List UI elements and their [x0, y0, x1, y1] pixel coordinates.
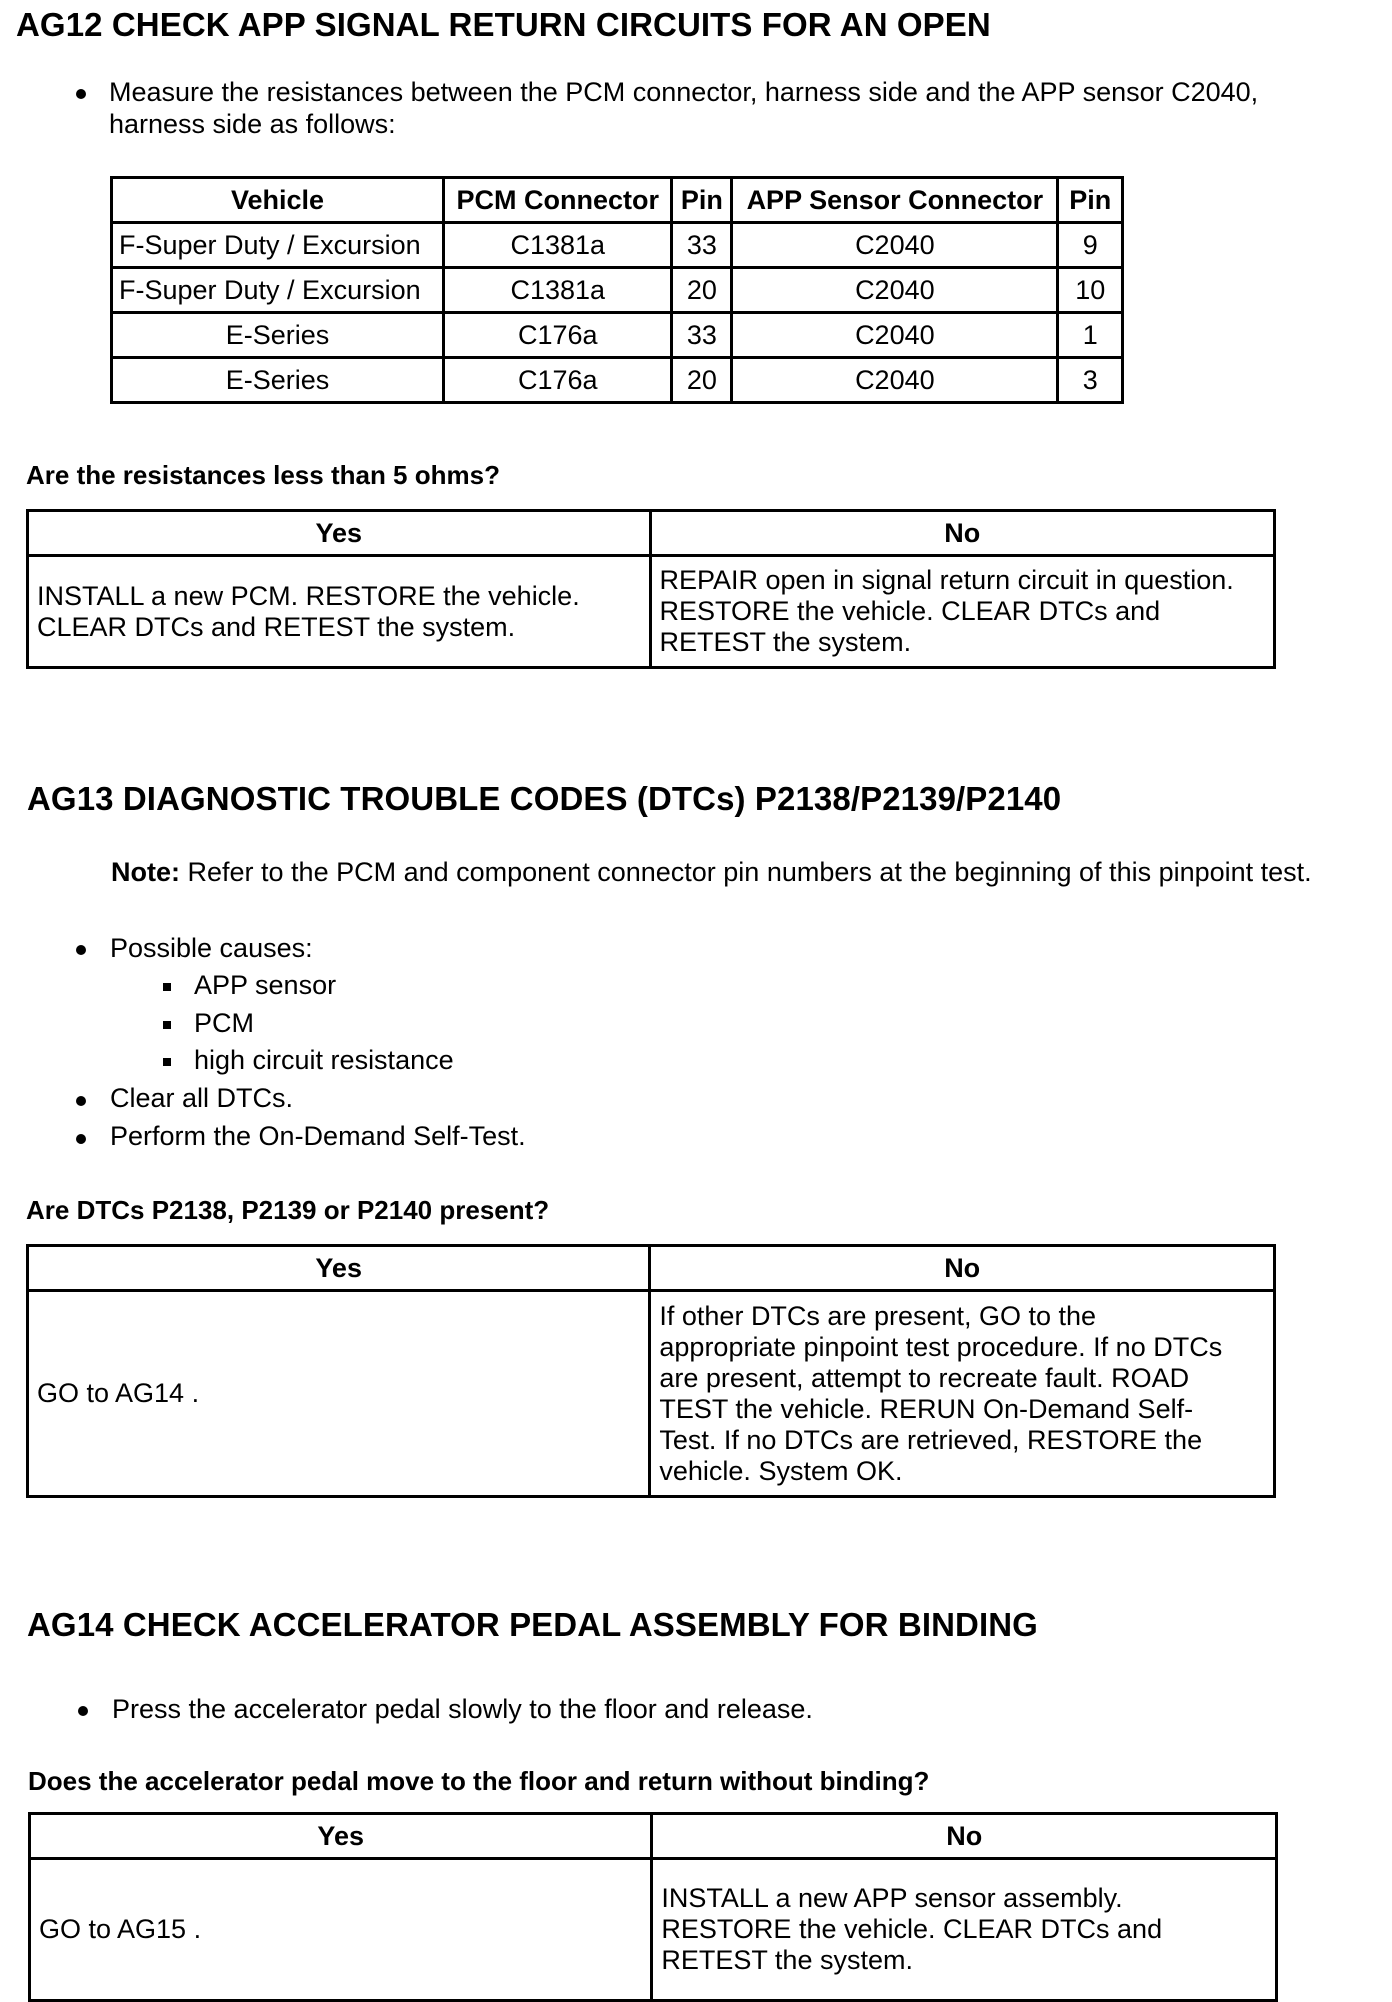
ag12-heading: AG12 CHECK APP SIGNAL RETURN CIRCUITS FOR AN OPEN	[16, 6, 991, 43]
table-cell: 33	[672, 223, 732, 268]
no-action-line: RESTORE the vehicle. CLEAR DTCs and	[659, 596, 1161, 626]
bullet-icon	[76, 1096, 86, 1106]
no-action-line: appropriate pinpoint test procedure. If no DTCs	[659, 1331, 1223, 1362]
cause-item: high circuit resistance	[194, 1045, 454, 1075]
table-cell: C2040	[732, 313, 1058, 358]
column-header: APP Sensor Connector	[732, 178, 1058, 223]
yes-action	[28, 556, 651, 668]
ag14-question: Does the accelerator pedal move to the floor and return without binding?	[28, 1766, 930, 1796]
square-bullet-icon	[163, 1021, 171, 1029]
yes-action: GO to AG15 .	[30, 1859, 652, 2001]
bullet-icon	[76, 945, 86, 955]
table-cell: E-Series	[112, 358, 444, 403]
ag12-yes-no-table	[26, 509, 1276, 669]
no-action	[652, 1859, 1277, 2001]
table-cell: F-Super Duty / Excursion	[112, 268, 444, 313]
no-header: No	[650, 511, 1275, 556]
table-cell: 20	[672, 358, 732, 403]
table-row	[112, 268, 1123, 313]
table-header-row	[112, 178, 1123, 223]
bullet-icon	[76, 1134, 86, 1144]
step-clear-dtcs: Clear all DTCs.	[110, 1083, 294, 1113]
table-cell: F-Super Duty / Excursion	[112, 223, 444, 268]
no-action-line: are present, attempt to recreate fault. ROAD	[659, 1362, 1190, 1393]
note-label: Note:	[111, 857, 180, 887]
ag12-instruction-line1: Measure the resistances between the PCM connector, harness side and the APP sensor C2040,	[109, 77, 1259, 107]
table-cell: C176a	[444, 313, 672, 358]
ag13-question: Are DTCs P2138, P2139 or P2140 present?	[26, 1195, 550, 1225]
table-cell: C1381a	[444, 223, 672, 268]
table-row	[112, 313, 1123, 358]
no-action-line: Test. If no DTCs are retrieved, RESTORE the	[659, 1424, 1203, 1455]
column-header: Vehicle	[112, 178, 444, 223]
note-text: Refer to the PCM and component connector pin numbers at the beginning of this pinpoint test.	[180, 857, 1312, 887]
yes-header: Yes	[30, 1814, 652, 1859]
ag14-yes-no-table	[28, 1812, 1278, 2002]
causes-label: Possible causes:	[110, 933, 313, 963]
cause-item: APP sensor	[194, 970, 337, 1000]
table-cell: C2040	[732, 223, 1058, 268]
table-cell: 9	[1058, 223, 1123, 268]
yes-action-line: INSTALL a new PCM. RESTORE the vehicle.	[37, 580, 580, 611]
square-bullet-icon	[163, 1058, 171, 1066]
step-self-test: Perform the On-Demand Self-Test.	[110, 1121, 526, 1151]
table-row	[112, 358, 1123, 403]
ag13-note	[111, 856, 1312, 888]
bullet-icon	[76, 89, 86, 99]
yes-header: Yes	[28, 511, 651, 556]
no-action-line: RESTORE the vehicle. CLEAR DTCs and	[661, 1914, 1163, 1944]
ag14-heading: AG14 CHECK ACCELERATOR PEDAL ASSEMBLY FOR BINDING	[27, 1606, 1038, 1643]
table-cell: 1	[1058, 313, 1123, 358]
ag13-yes-no-table	[26, 1244, 1276, 1498]
no-action-line: RETEST the system.	[661, 1945, 913, 1975]
no-action-line: TEST the vehicle. RERUN On-Demand Self-	[659, 1393, 1194, 1424]
table-cell: E-Series	[112, 313, 444, 358]
ag14-instruction: Press the accelerator pedal slowly to the floor and release.	[112, 1694, 813, 1724]
no-header: No	[650, 1246, 1275, 1291]
column-header: Pin	[1058, 178, 1123, 223]
cause-item: PCM	[194, 1008, 254, 1038]
table-cell: C2040	[732, 358, 1058, 403]
square-bullet-icon	[163, 983, 171, 991]
table-cell: C2040	[732, 268, 1058, 313]
no-header: No	[652, 1814, 1277, 1859]
table-cell: 20	[672, 268, 732, 313]
no-action-line: INSTALL a new APP sensor assembly.	[661, 1883, 1123, 1913]
table-row	[112, 223, 1123, 268]
table-cell: C1381a	[444, 268, 672, 313]
yes-header: Yes	[28, 1246, 650, 1291]
ag13-heading: AG13 DIAGNOSTIC TROUBLE CODES (DTCs) P2138/P2139/P2140	[27, 780, 1062, 817]
table-cell: 33	[672, 313, 732, 358]
table-cell: 3	[1058, 358, 1123, 403]
bullet-icon	[78, 1706, 88, 1716]
no-action-line: If other DTCs are present, GO to the	[659, 1300, 1097, 1331]
no-action	[650, 1291, 1275, 1497]
pin-resistance-table	[110, 176, 1124, 404]
no-action-line: RETEST the system.	[659, 627, 912, 657]
table-cell: 10	[1058, 268, 1123, 313]
no-action	[650, 556, 1275, 668]
column-header: Pin	[672, 178, 732, 223]
no-action-line: REPAIR open in signal return circuit in question.	[659, 565, 1234, 595]
column-header: PCM Connector	[444, 178, 672, 223]
yes-action: GO to AG14 .	[28, 1291, 650, 1497]
ag12-instruction-line2: harness side as follows:	[109, 109, 396, 139]
ag12-question: Are the resistances less than 5 ohms?	[26, 460, 500, 490]
yes-action-line: CLEAR DTCs and RETEST the system.	[37, 611, 516, 642]
no-action-line: vehicle. System OK.	[659, 1455, 903, 1486]
table-cell: C176a	[444, 358, 672, 403]
